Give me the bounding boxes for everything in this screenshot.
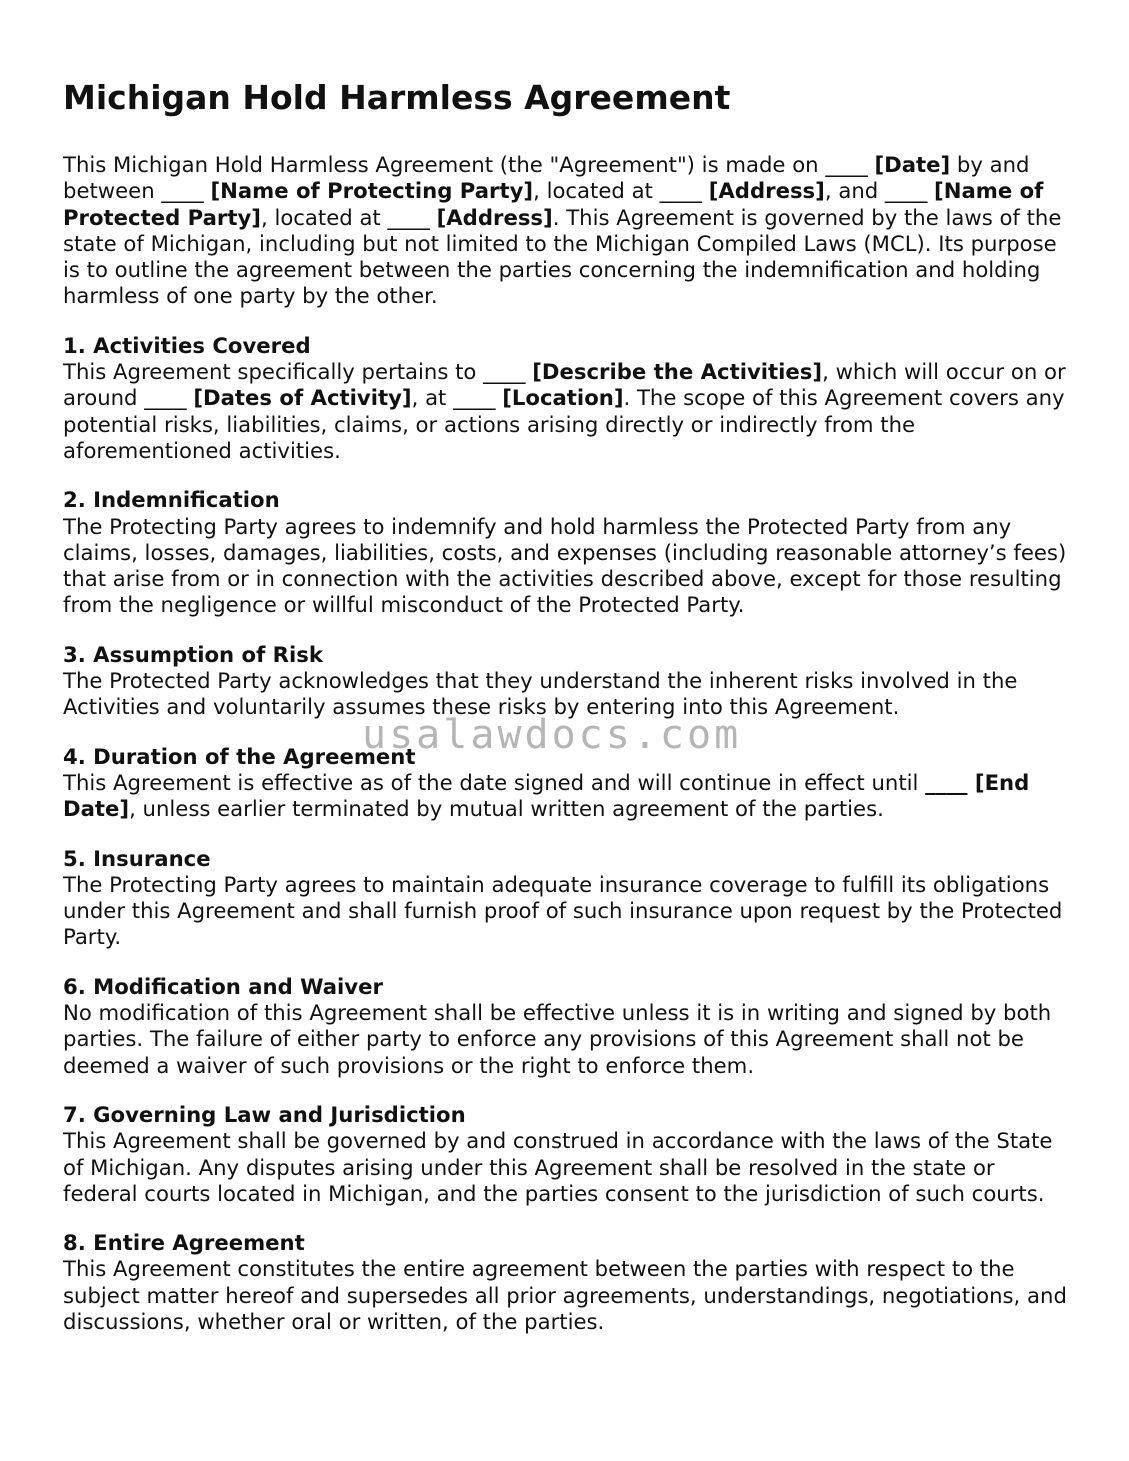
section-heading: 6. Modification and Waiver: [63, 973, 383, 999]
section-insurance: [63, 846, 1068, 951]
section-text: , which will occur on or around ____: [63, 359, 1066, 411]
intro-text: This Michigan Hold Harmless Agreement (the "Agreement") is made on ____: [63, 152, 875, 177]
section-text: This Agreement is effective as of the date signed and will continue in effect until: [63, 769, 926, 795]
section-text: , at ____: [411, 385, 503, 411]
section-heading: 7. Governing Law and Jurisdiction: [63, 1101, 466, 1127]
date-placeholder: [Date]: [874, 152, 951, 177]
address-placeholder: [Address]: [436, 204, 553, 230]
section-body: The Protected Party acknowledges that they understand the inherent risks involved in the Activities and voluntarily assumes these risks by entering into this Agreement.: [63, 668, 1018, 720]
section-heading: 2. Indemnification: [63, 487, 280, 513]
protecting-party-placeholder: [Name of Protecting Party]: [210, 178, 534, 204]
section-heading: 3. Assumption of Risk: [63, 641, 323, 667]
intro-paragraph: [63, 152, 1068, 310]
section-heading: 8. Entire Agreement: [63, 1230, 305, 1256]
document-page: [63, 76, 1068, 1358]
section-body: [63, 770, 1068, 823]
dates-placeholder: [Dates of Activity]: [193, 385, 412, 411]
intro-text: , located at ____: [260, 204, 437, 230]
intro-text: , located at ____: [533, 178, 709, 204]
section-governing-law: [63, 1102, 1068, 1207]
section-text: This Agreement specifically pertains to ____: [63, 359, 533, 385]
section-text: . The scope of this Agreement covers any potential risks, liabilities, claims, or actions arising directly or indirectly from the aforementioned activities.: [63, 385, 1065, 463]
section-modification-waiver: [63, 974, 1068, 1079]
section-activities-covered: [63, 333, 1068, 464]
section-body: The Protecting Party agrees to maintain adequate insurance coverage to fulfill its obligations under this Agreement and shall furnish proof of such insurance upon request by the Protected Party.: [63, 871, 1063, 950]
section-heading: 4. Duration of the Agreement: [63, 743, 416, 769]
section-body: The Protecting Party agrees to indemnify and hold harmless the Protected Party from any claims, losses, damages, liabilities, costs, and expenses (including reasonable attorney’s fees) that arise from or in connection with the activities described above, except for those resulting from the negligence or willful misconduct of the Protected Party.: [63, 513, 1067, 618]
end-date-placeholder: ____ [End Date]: [63, 769, 1030, 822]
intro-text: by and between ____: [63, 152, 1030, 204]
location-placeholder: [Location]: [502, 385, 624, 411]
section-text: , unless earlier terminated by mutual written agreement of the parties.: [129, 796, 884, 822]
intro-text: . This Agreement is governed by the laws of the state of Michigan, including but not limited to the Michigan Compiled Laws (MCL). Its purpose is to outline the agreement between the parties concerning the indemnification and holding harmless of one party by the other.: [63, 204, 1062, 309]
protected-party-placeholder: [Name of Protected Party]: [63, 178, 1044, 230]
section-body: [63, 359, 1068, 464]
document-title: Michigan Hold Harmless Agreement: [63, 78, 731, 117]
address-placeholder: [Address]: [708, 178, 825, 204]
section-indemnification: [63, 487, 1068, 618]
section-body: This Agreement constitutes the entire agreement between the parties with respect to the subject matter hereof and supersedes all prior agreements, understandings, negotiations, and discussions, whether oral or written, of the parties.: [63, 1256, 1067, 1334]
section-duration: [63, 744, 1068, 823]
section-body: No modification of this Agreement shall be effective unless it is in writing and signed by both parties. The failure of either party to enforce any provisions of this Agreement shall not be deemed a waiver of such provisions or the right to enforce them.: [63, 1000, 1052, 1078]
watermark: usalawdocs.com: [362, 712, 742, 758]
activities-placeholder: [Describe the Activities]: [532, 359, 823, 385]
section-body: This Agreement shall be governed by and construed in accordance with the laws of the State of Michigan. Any disputes arising under this Agreement shall be resolved in the state or federal courts located in Michigan, and the parties consent to the jurisdiction of such courts.: [63, 1128, 1053, 1206]
section-heading: 5. Insurance: [63, 845, 211, 871]
section-heading: 1. Activities Covered: [63, 332, 311, 358]
intro-text: , and ____: [824, 178, 935, 204]
section-entire-agreement: [63, 1230, 1068, 1335]
section-assumption-of-risk: [63, 642, 1068, 721]
